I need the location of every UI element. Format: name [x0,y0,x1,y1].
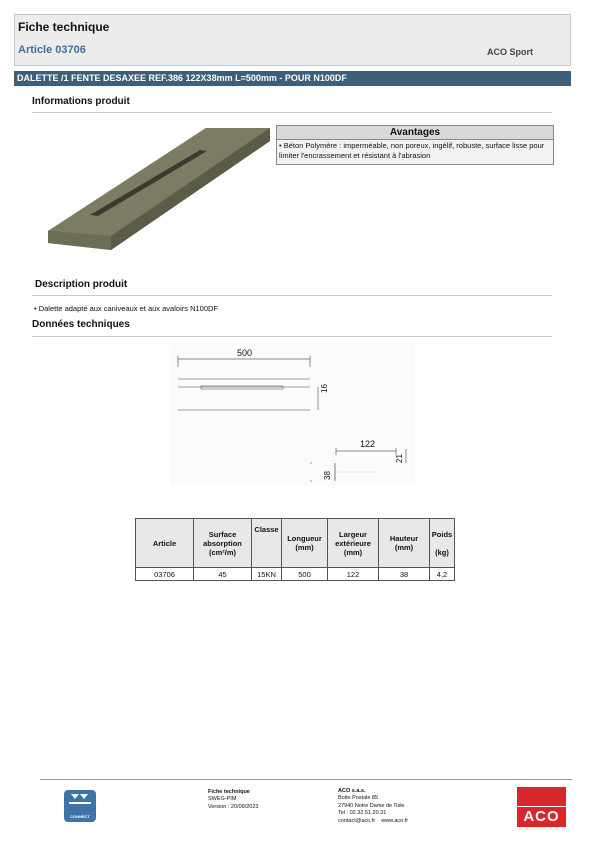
table-header-row [136,519,455,568]
advantages-item-text: Béton Polymère : imperméable, non poreux, ingélif, robuste, surface lisse pour limiter l'encrassement et résistant à l'abrasion [279,141,545,160]
table-cell: 38 [379,568,430,581]
column-header-class: Classe [252,519,282,568]
footer-company-line: ACO s.a.s. [338,788,366,794]
connect-badge [64,790,96,822]
technical-table [135,518,455,581]
product-image [38,124,274,262]
table-row [136,568,455,581]
dimension-top: 21 [395,454,404,463]
footer-company-line: 27940 Notre Dame de l'Isle [338,802,405,809]
advantages-title: Avantages [277,126,553,140]
table-cell: 45 [194,568,252,581]
footer-doc-line: Version : 20/09/2023 [208,803,259,810]
footer-company-line: Boite Postale 85 [338,795,379,802]
advantages-item: • Béton Polymère : imperméable, non poreux, ingélif, robuste, surface lisse pour limiter l'encrassement et résistant à l'abrasion [277,140,553,164]
badge-label: CONNECT [70,814,90,819]
footer-web-link[interactable]: www.aco.fr [381,817,409,824]
divider [32,112,552,113]
chevron-down-icon [80,794,88,799]
dimension-height: 38 [323,471,332,480]
bar-icon [69,802,91,804]
table-cell: 122 [328,568,379,581]
article-number: Article 03706 [18,44,86,56]
divider [32,295,552,296]
footer-divider [40,779,572,780]
section-heading-info: Informations produit [32,96,130,107]
aco-logo [517,787,566,827]
column-header-surface: Surface absorption (cm²/m) [194,519,252,568]
page-title: Fiche technique [18,20,110,34]
table-cell: 15KN [252,568,282,581]
section-heading-description: Description produit [35,279,128,290]
dimension-slot-offset: 16 [320,384,329,393]
footer-doc-line: Fiche technique [208,789,250,795]
footer-company-line: Tel : 02.32.51.20.31 [338,810,387,817]
logo-divider [517,806,566,807]
technical-drawing [170,345,415,485]
footer-doc-line: SWEG-PIM [208,796,237,803]
dimension-width: 122 [360,439,376,449]
column-header-article: Article [136,519,194,568]
column-header-width: Largeur extérieure (mm) [328,519,379,568]
aco-logo-text: ACO [523,808,560,825]
product-title-band: DALETTE /1 FENTE DESAXEE REF.386 122X38mm L=500mm - POUR N100DF [14,71,571,86]
column-header-weight: Poids (kg) [430,519,455,568]
column-header-height: Hauteur (mm) [379,519,430,568]
footer-company-info [338,788,408,825]
brand-name: ACO Sport [487,47,533,57]
description-item: • Dalette adapté aux caniveaux et aux avaloirs N100DF [34,304,218,313]
footer-document-info [208,789,258,811]
section-heading-technical: Données techniques [32,319,130,330]
description-item-text: Dalette adapté aux caniveaux et aux avaloirs N100DF [38,304,218,313]
advantages-box [276,125,554,165]
dimension-length: 500 [237,348,253,358]
column-header-length: Longueur (mm) [282,519,328,568]
chevron-down-icon [71,794,79,799]
footer-email-link[interactable]: contact@aco.fr [338,817,376,824]
table-cell: 03706 [136,568,194,581]
table-cell: 500 [282,568,328,581]
divider [32,336,552,337]
table-cell: 4,2 [430,568,455,581]
